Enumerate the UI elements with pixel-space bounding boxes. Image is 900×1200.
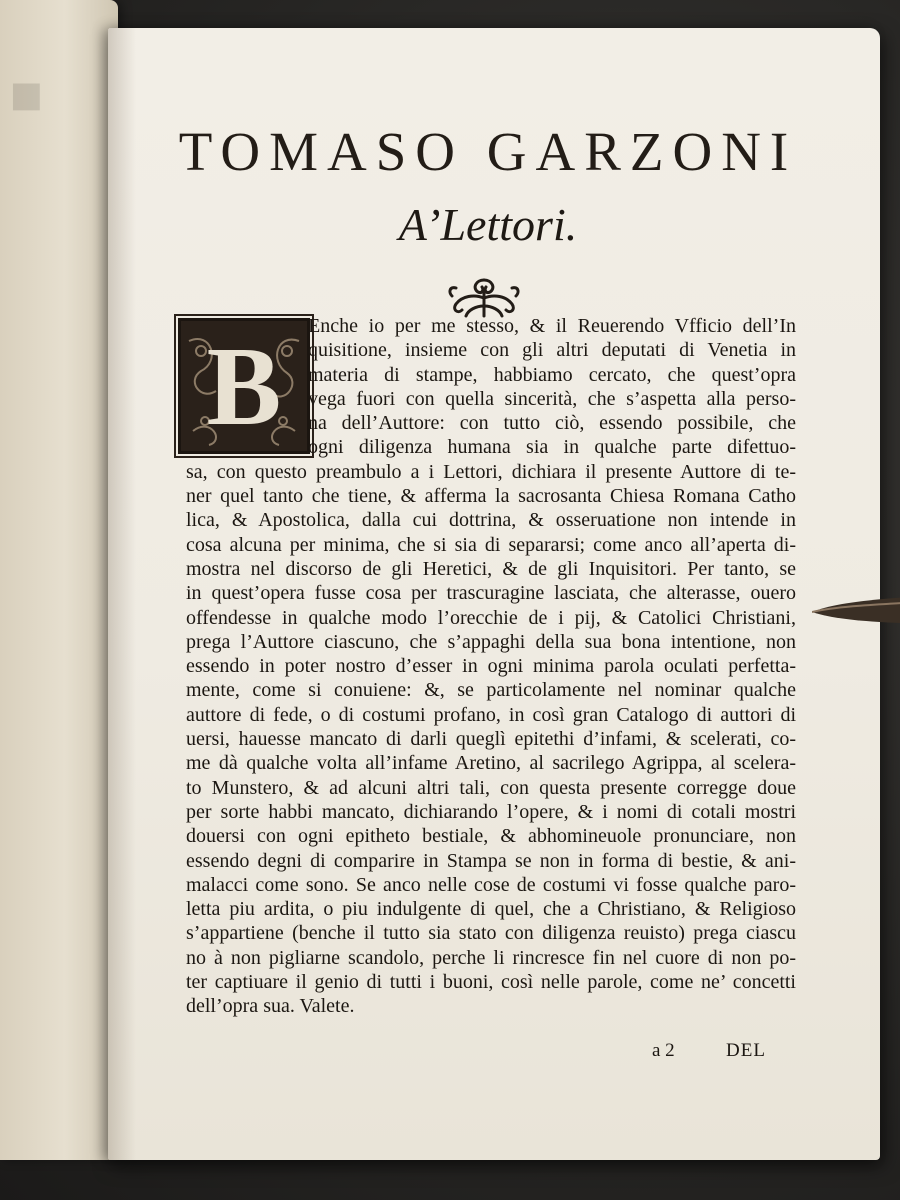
section-title: A’Lettori. (398, 199, 578, 250)
text-line: essendo degni di comparire in Stampa se non in forma di bestie, & ani- (186, 849, 796, 872)
text-line: me dà qualche volta all’infame Aretino, al sacrilego Agrippa, al scelera- (186, 752, 796, 775)
bleed-mark: ▪ (8, 60, 45, 124)
text-line: auttore di fede, o di costumi profano, in così gran Catalogo di auttori di (186, 703, 796, 726)
text-line: ner quel tanto che tiene, & afferma la sacrosanta Chiesa Romana Catho (186, 485, 796, 508)
text-line: ogni diligenza humana sia in qualche parte difettuo- (308, 436, 796, 459)
text-line: quisitione, insieme con gli altri deputati di Venetia in (308, 339, 796, 362)
page-header: TOMASO GARZONI (178, 121, 798, 182)
text-line: s’appartiene (benche il tutto sia stato con diligenza reuisto) prega ciascu (186, 922, 796, 945)
text-line: offendesse in qualche modo l’orecchie de i pij, & Catolici Christiani, (186, 606, 796, 629)
text-line: douersi con ogni epitheto bestiale, & abhomineuole pronunciare, non (186, 825, 796, 848)
text-line: mente, come si conuiene: &, se particolamente nel nominar qualche (186, 679, 796, 702)
text-line: Enche io per me stesso, & il Reuerendo Vfficio dell’In (308, 315, 796, 337)
text-line: lica, & Apostolica, dalla cui dottrina, & osseruatione non intende in (186, 509, 796, 532)
text-line: materia di stampe, habbiamo cercato, che quest’opra (308, 363, 796, 386)
text-line: cosa alcuna per minima, che si sia di separarsi; come anco all’aperta di- (186, 533, 796, 556)
text-line: to Munstero, & ad alcuni altri tali, con questa presente corregge doue (186, 776, 796, 799)
text-line: na dell’Auttore: con tutto ciò, essendo possibile, che (308, 412, 796, 435)
text-line: prega l’Auttore ciascuno, che s’appaghi della sua bona intentione, non (186, 630, 796, 653)
text-line: no à non pigliarne scandolo, perche li rincresce fin nel cuore di non po- (186, 946, 796, 969)
text-line: essendo in poter nostro d’esser in ogni minima parola oculati perfetta- (186, 655, 796, 678)
text-line: dell’opra sua. Valete. (186, 995, 355, 1018)
text-line: vega fuori con quella sincerità, che s’aspetta alla perso- (308, 387, 796, 410)
text-line: letta piu ardita, o piu indulgente di quel, che a Christiano, & Religioso (186, 898, 796, 921)
text-line: malacci come sono. Se anco nelle cose de costumi vi fosse qualche paro- (186, 873, 796, 896)
text-line: mostra nel discorso de gli Heretici, & de gli Inquisitori. Per tanto, se (186, 557, 796, 580)
page-pointer-icon (812, 592, 900, 628)
facing-page-left (0, 0, 118, 1160)
signature-mark: a 2 (652, 1040, 675, 1061)
text-line: ter captiuare il genio di tutti i buoni, così nelle parole, come ne’ concetti (186, 971, 796, 994)
catchword: DEL (726, 1040, 766, 1061)
body-text (186, 314, 796, 1019)
text-line: sa, con questo preambulo a i Lettori, dichiara il presente Auttore di te- (186, 460, 796, 483)
text-line: in quest’opera fusse cosa per trascuragine lasciata, che alterasse, ouero (186, 582, 796, 605)
text-line: per sorte habbi mancato, dichiarando l’opere, & i nomi di cotali mostri (186, 800, 796, 823)
text-line: uersi, hauesse mancato di darli queglì epitethi d’infami, & scelerati, co- (186, 728, 796, 751)
initial-letter: B (206, 325, 282, 449)
